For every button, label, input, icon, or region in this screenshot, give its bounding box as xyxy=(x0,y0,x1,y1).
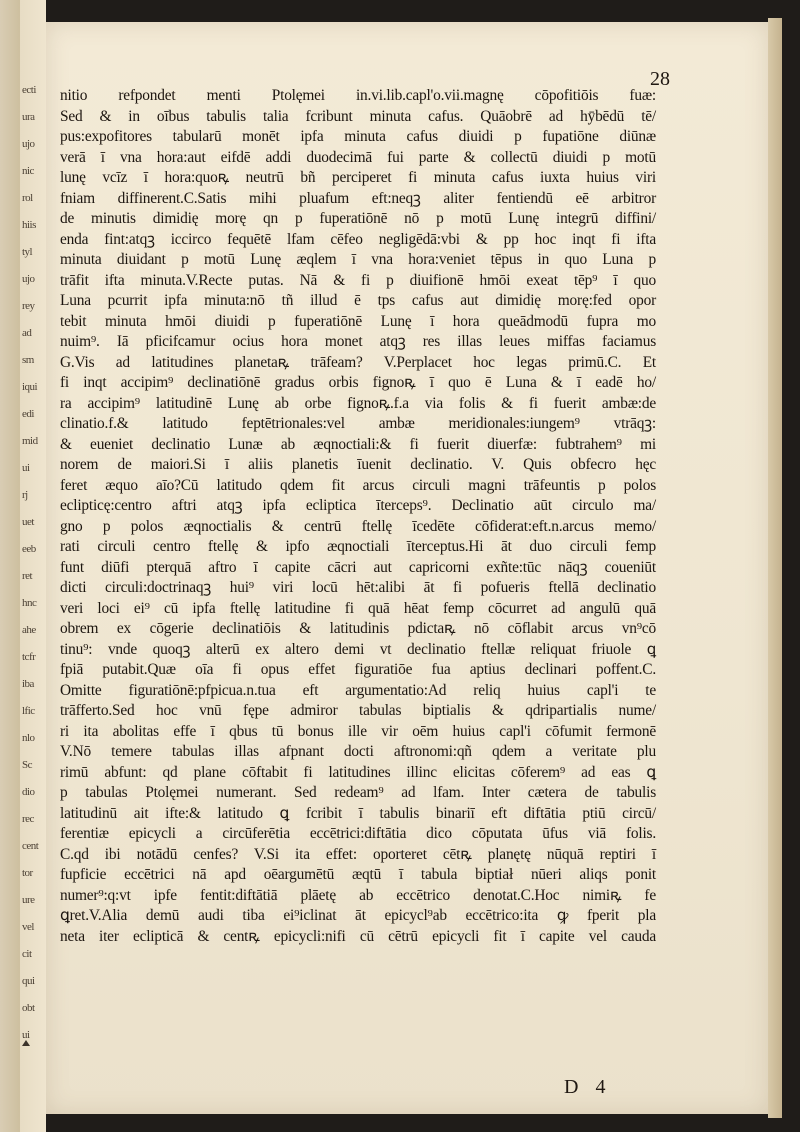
text-line: nitio refpondet menti Ptolęmei in.vi.lib.capl'o.vii.magnę cōpofitiōis fuæ: xyxy=(60,87,656,104)
text-line: ferentiæ epicycli a circūferētia eccētrici:diftātia dico cōputata ūfus viā folis. xyxy=(60,825,656,842)
gutter-fragment: ujo xyxy=(22,273,35,285)
text-line: lunę vcīz ī hora:quoꝶ neutrū bñ perciperet fi minuta cafus iuxta huius viri xyxy=(60,169,656,186)
text-line: tinu⁹: vnde quoqꝫ alterū ex altero demi vt declinatio ftellæ reliquat friuole ꝗ xyxy=(60,640,656,658)
text-line: fupficie eccētrici nā apd oēargumētū æqtū ī tabula biptiał nūeri aliqs ponit xyxy=(60,866,656,883)
gutter-fragment: rol xyxy=(22,192,33,204)
text-line: obrem ex cōgerie declinatiōis & latitudinis pdictaꝶ nō cōflabit arcus vn⁹cō xyxy=(60,620,656,637)
signature-mark: D 4 xyxy=(564,1076,612,1098)
text-line: Sed & in oībus tabulis talia fcribunt minuta cafus. Quāobrē ad hȳbēdū tē/ xyxy=(60,107,656,125)
text-line: pus:expofitores tabularū monēt ipfa minuta cafus diuidi p fupatiōne diūnæ xyxy=(60,128,656,145)
text-line: latitudinū ait ifte:& latitudo ꝗ fcribit ī tabulis binariī eft diftātia ptiū circū/ xyxy=(60,804,656,822)
page-edge xyxy=(768,18,782,1118)
text-line: fi inqt accipim⁹ declinatiōnē gradus orbis fignoꝶ ī quo ē Luna & ī eadē ho/ xyxy=(60,374,656,391)
gutter-fragment: ahe xyxy=(22,624,36,636)
text-line: enda fint:atqꝫ iccirco fequētē lfam cēfeo negligēdā:vbi & pp hoc inqt fi ifta xyxy=(60,230,656,248)
gutter-fragment: ura xyxy=(22,111,35,123)
gutter-fragment: nic xyxy=(22,165,34,177)
gutter-fragment: lfic xyxy=(22,705,35,717)
facing-page-gutter xyxy=(20,0,46,1132)
gutter-fragment: nlo xyxy=(22,732,35,744)
facing-page-edge xyxy=(0,0,20,1132)
gutter-fragment: cit xyxy=(22,948,32,960)
gutter-fragment: ecti xyxy=(22,84,36,96)
gutter-fragment: rj xyxy=(22,489,28,501)
text-line: norem de maiori.Si ī aliis planetis īuenit declinatio. V. Quis obfecro hęc xyxy=(60,456,656,473)
text-line: rimū abfunt: qd plane cōftabit fi latitudines illinc elicitas cōferem⁹ ad eas ꝗ xyxy=(60,763,656,781)
page-number: 28 xyxy=(650,68,670,90)
text-line: p tabulas Ptolęmei numerant. Sed redeam⁹ ad lfam. Inter cætera de tabulis xyxy=(60,784,656,801)
gutter-fragment: vel xyxy=(22,921,34,933)
text-line: dicti circuli:doctrinaqꝫ hui⁹ viri locū hēt:alibi āt fi pofueris ftellā declinatio xyxy=(60,579,656,596)
text-line: Luna pcurrit ipfa minuta:nō tñ illud ē tps cafus aut dimidię morę:fed opor xyxy=(60,292,656,309)
text-line: trāfferto.Sed hoc vnū fępe admiror tabulas biptialis & qdripartialis nume/ xyxy=(60,702,656,719)
gutter-fragment: eeb xyxy=(22,543,36,555)
gutter-fragment: ad xyxy=(22,327,32,339)
text-line: numer⁹:q:vt ipfe fentit:diftātiā plāetę ab eccētrico denotat.C.Hoc nimiꝶ fe xyxy=(60,886,656,904)
gutter-fragment: sm xyxy=(22,354,34,366)
gutter-fragment: iqui xyxy=(22,381,38,393)
gutter-fragment: hnc xyxy=(22,597,37,609)
gutter-fragment: ret xyxy=(22,570,33,582)
text-line: V.Nō temere tabulas illas afpnant docti aftronomi:qñ qdem a veritate plu xyxy=(60,743,656,760)
gutter-fragment: tor xyxy=(22,867,33,879)
binding-mark-icon xyxy=(22,1040,30,1046)
text-line: verā ī vna hora:aut eifdē addi duodecimā fui parte & collectū diuidi p motū xyxy=(60,148,656,166)
gutter-fragment: rey xyxy=(22,300,35,312)
text-line: ri ita abolitas effe ī qbus tū bonus ille vir oēm huius capl'i cōfumit fermonē xyxy=(60,722,656,740)
gutter-fragment: edi xyxy=(22,408,34,420)
text-line: funt diūfi pterquā aftro ī capite cācri aut capricorni exñte:tūc nāqꝫ coueniūt xyxy=(60,558,656,576)
text-line: & eueniet declinatio Lunæ ab æqnoctiali:& fi fuerit diuerfæ: fubtrahem⁹ mi xyxy=(60,435,656,453)
text-line: neta iter eclipticā & centꝶ epicycli:nifi cū cētrū epicycli fit ī capite vel cauda xyxy=(60,927,656,945)
gutter-fragment: hiis xyxy=(22,219,36,231)
text-line: tebit minuta hmōi diuidi p fuperatiōnē Lunę ī hora queādmodū fupra mo xyxy=(60,312,656,330)
text-line: nuim⁹. Iā pficifcamur ocius hora monet atqꝫ res illas leues miffas faciamus xyxy=(60,333,656,350)
text-line: ra accipim⁹ latitudinē Lunę ab orbe fignoꝶ.f.a via folis & fi fuerit ambæ:de xyxy=(60,394,656,412)
gutter-fragment: rec xyxy=(22,813,34,825)
gutter-fragment: uet xyxy=(22,516,34,528)
text-line: de minutis dimidię morę qn p fuperatiōnē nō p motū Lunę integrū diffini/ xyxy=(60,210,656,227)
text-line: ꝗret.V.Alia demū audi tiba ei⁹iclinat āt epicycl⁹ab eccētrico:ita ꝙ fperit pla xyxy=(60,907,656,924)
text-line: minuta diuidant p motū Lunę æqlem ī vna hora:veniet tēpus in quo Luna p xyxy=(60,251,656,268)
book-page xyxy=(46,22,768,1114)
gutter-fragment: ui xyxy=(22,462,30,474)
gutter-fragment: tyl xyxy=(22,246,33,258)
gutter-fragment: ure xyxy=(22,894,35,906)
text-line: gno p polos æqnoctialis & centrū ftellę īcedēte cōfiderat:eft.n.arcus memo/ xyxy=(60,517,656,535)
text-line: clinatio.f.& latitudo feptētrionales:vel ambæ meridionales:iungem⁹ vtrāqꝫ: xyxy=(60,415,656,432)
gutter-fragment: tcfr xyxy=(22,651,36,663)
text-line: rati circuli centro ftellę & ipfo æqnoctiali īterceptus.Hi āt duo circuli femp xyxy=(60,538,656,555)
text-line: fpiā putabit.Quæ oīa fi opus effet figuratiōe fua aptius declinari poffent.C. xyxy=(60,661,656,678)
gutter-fragment: iba xyxy=(22,678,34,690)
gutter-fragment: obt xyxy=(22,1002,35,1014)
text-line: feret æquo aīo?Cū latitudo qdem fit arcus circuli magni trāfeuntis p polos xyxy=(60,476,656,494)
gutter-fragment: ujo xyxy=(22,138,35,150)
gutter-fragment: qui xyxy=(22,975,35,987)
text-line: Omitte figuratiōnē:pfpicua.n.tua eft argumentatio:Ad reliq huius capl'i te xyxy=(60,681,656,699)
gutter-fragment: dio xyxy=(22,786,35,798)
text-line: veri loci ei⁹ cū ipfa ftellę latitudine fi quā hēat femp cōcurret ad angulū quā xyxy=(60,599,656,617)
text-line: eclipticę:centro aftri atqꝫ ipfa ecliptica īterceps⁹. Declinatio aūt circulo ma/ xyxy=(60,497,656,514)
text-line: fniam diffinerent.C.Satis mihi pluafum eft:neqꝫ aliter fentiendū eē arbitror xyxy=(60,189,656,207)
gutter-fragment: cent xyxy=(22,840,39,852)
text-line: C.qd ibi notādū cenfes? V.Si ita effet: oporteret cētꝶ planętę nūquā reptiri ī xyxy=(60,845,656,863)
text-block xyxy=(60,86,656,947)
text-line: G.Vis ad latitudines planetaꝶ trāfeam? V.Perplacet hoc legas primū.C. Et xyxy=(60,353,656,371)
gutter-fragment: mid xyxy=(22,435,38,447)
text-line: trāfit ifta minuta.V.Recte putas. Nā & fi p diuifionē hmōi exeat tēp⁹ ī quo xyxy=(60,271,656,289)
gutter-fragment: Sc xyxy=(22,759,32,771)
gutter-fragment: ui xyxy=(22,1029,30,1041)
